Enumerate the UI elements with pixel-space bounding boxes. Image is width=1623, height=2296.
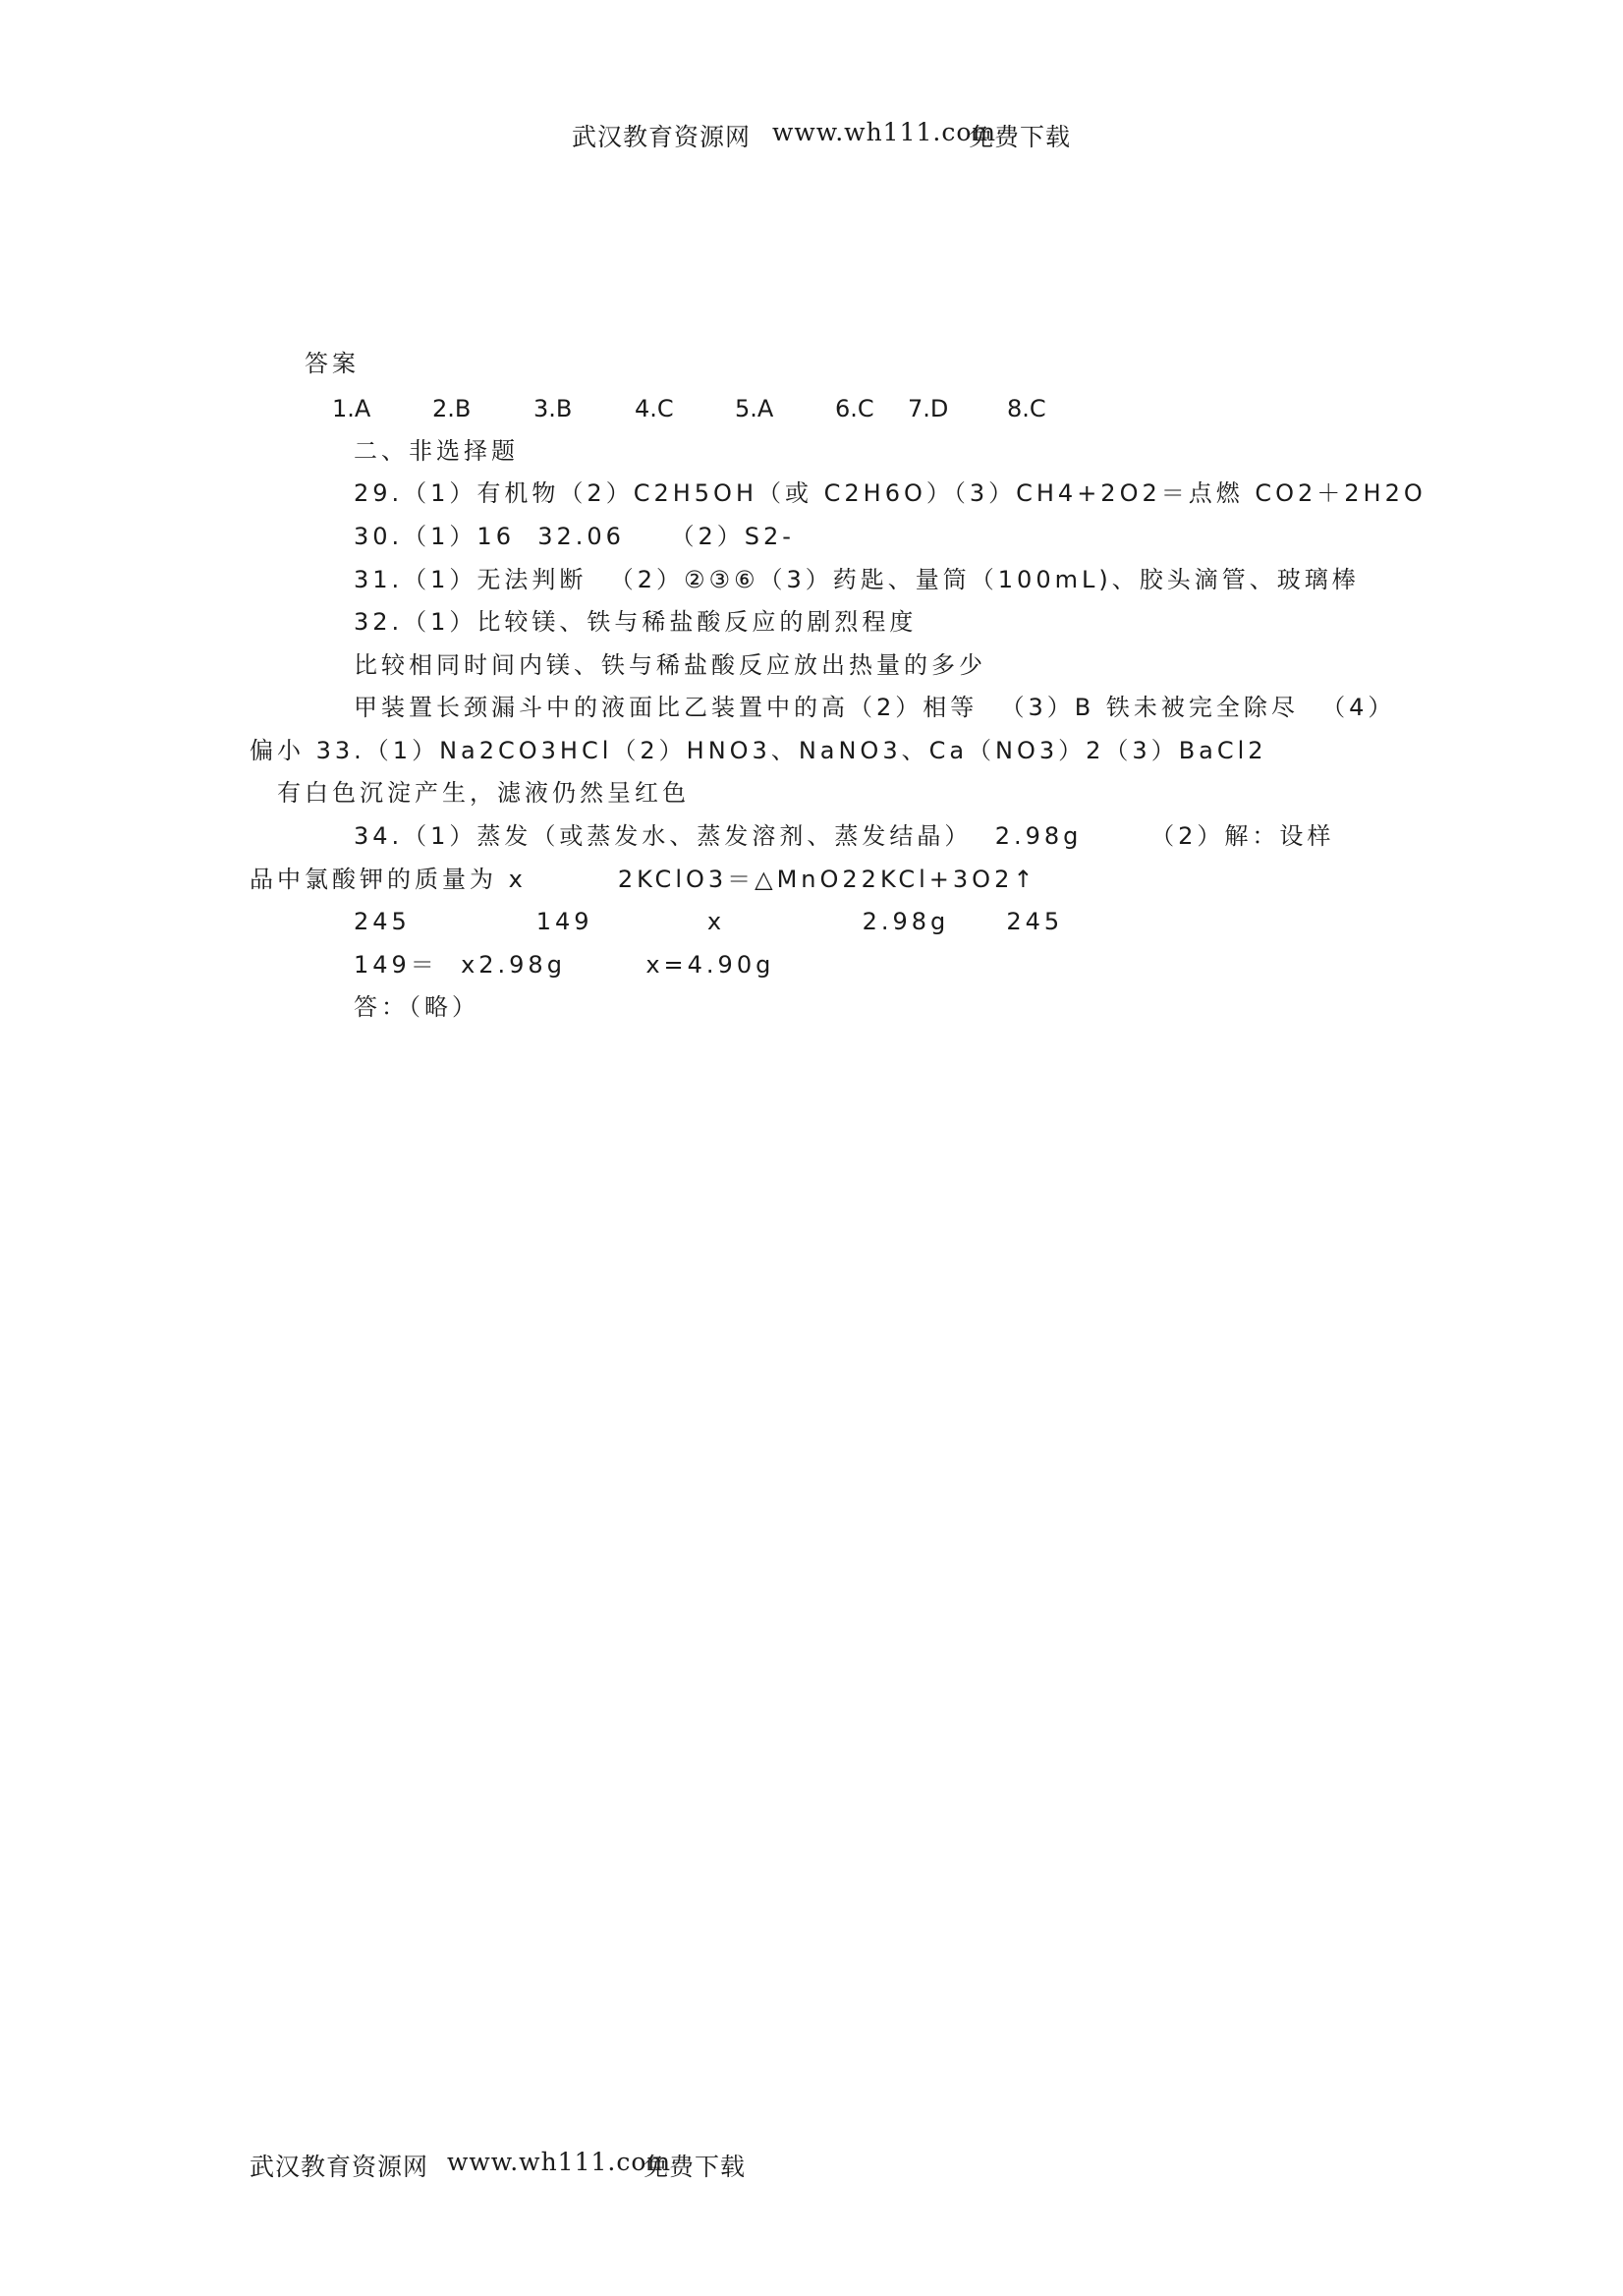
answer-line: 答：（略） [354, 993, 479, 1021]
choice-answer: 8.C [1007, 395, 1046, 422]
answer-line: 149＝ x2.98g x=4.90g [354, 951, 775, 979]
choice-answer: 5.A [735, 395, 774, 422]
choice-answer: 1.A [332, 395, 371, 422]
footer-url: www.wh111.com [447, 2148, 672, 2176]
header-url: www.wh111.com [772, 118, 997, 146]
footer-site-name: 武汉教育资源网 [250, 2153, 429, 2181]
choice-answer: 3.B [533, 395, 573, 422]
choice-answer: 7.D [908, 395, 949, 422]
answer-line: 有白色沉淀产生，滤液仍然呈红色 [277, 779, 690, 807]
header-note: 免费下载 [969, 123, 1072, 151]
answer-line: 偏小 33.（1）Na2CO3HCl（2）HNO3、NaNO3、Ca（NO3）2（3）BaCl2 [250, 737, 1267, 764]
answer-line: 31.（1）无法判断 （2）②③⑥（3）药匙、量筒（100mL)、胶头滴管、玻璃棒 [354, 566, 1360, 593]
choice-answer: 2.B [432, 395, 472, 422]
answer-line: 32.（1）比较镁、铁与稀盐酸反应的剧烈程度 [354, 608, 918, 636]
answer-line: 245 149 x 2.98g 245 [354, 908, 1064, 935]
answer-title: 答案 [305, 350, 360, 377]
answer-line: 30.（1）16 32.06 （2）S2- [354, 523, 795, 550]
header-site-name: 武汉教育资源网 [572, 123, 752, 151]
answer-line: 29.（1）有机物（2）C2H5OH（或 C2H6O）（3）CH4+2O2＝点燃 CO2＋2H2O [354, 479, 1427, 507]
answer-line: 品中氯酸钾的质量为 x 2KClO3＝△MnO22KCl+3O2↑ [250, 866, 1037, 893]
choice-answer: 6.C [835, 395, 874, 422]
choice-answer: 4.C [635, 395, 674, 422]
answer-line: 34.（1）蒸发（或蒸发水、蒸发溶剂、蒸发结晶） 2.98g （2）解：设样 [354, 822, 1335, 850]
answer-line: 甲装置长颈漏斗中的液面比乙装置中的高（2）相等 （3）B 铁未被完全除尽 （4） [354, 694, 1396, 721]
footer-note: 免费下载 [644, 2153, 747, 2181]
answer-line: 比较相同时间内镁、铁与稀盐酸反应放出热量的多少 [354, 651, 986, 679]
section-heading: 二、非选择题 [354, 437, 519, 465]
